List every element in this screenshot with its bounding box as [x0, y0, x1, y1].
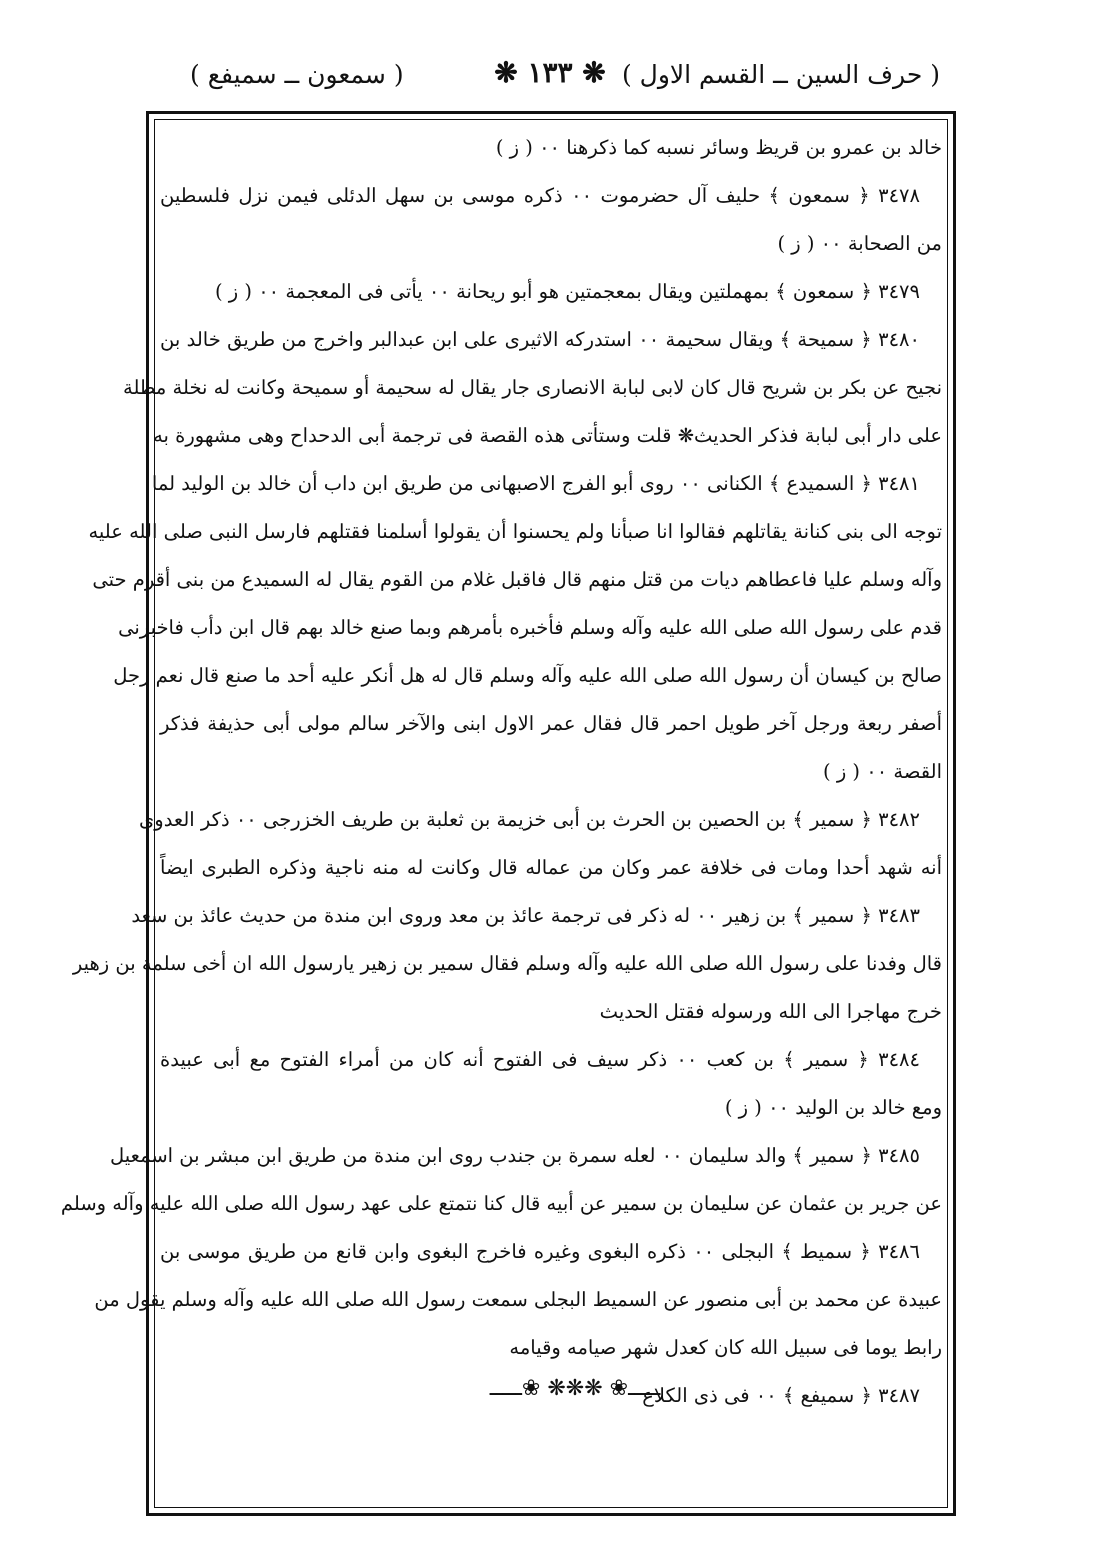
text-line: أنه شهد أحدا ومات فى خلافة عمر وكان من عماله قال وكانت له منه ناجية وذكره الطبرى ايضاً	[160, 856, 942, 879]
footer-ornament: ـــــ❀ ❋❋❋ ❀ـــــ	[489, 1376, 661, 1401]
text-line: خالد بن عمرو بن قريظ وسائر نسبه كما ذكرهنا ٠٠ ( ز )	[495, 136, 942, 159]
text-line: خرج مهاجرا الى الله ورسوله فقتل الحديث	[599, 1000, 942, 1023]
text-line: وآله وسلم عليا فاعطاهم ديات من قتل منهم قال فاقبل غلام من القوم يقال له السميدع من بنى أقرم حتى	[92, 568, 942, 591]
text-line: توجه الى بنى كنانة يقاتلهم فقالوا انا صبأنا ولم يحسنوا أن يقولوا أسلمنا فقتلهم فارسل النبى صلى الله عليه	[88, 520, 942, 543]
text-line: على دار أبى لبابة فذكر الحديث❋ قلت وستأتى هذه القصة فى ترجمة أبى الدحداح وهى مشهورة به	[153, 424, 942, 447]
page-header	[150, 52, 950, 108]
text-line: ٣٤٨٣ ﴿ سمير ﴾ بن زهير ٠٠ له ذكر فى ترجمة عائذ بن معد وروى ابن مندة من حديث عائذ بن سعد	[131, 904, 920, 927]
text-line: أصفر ربعة ورجل آخر طويل احمر قال فقال عمر الاول ابنى والآخر سالم مولى أبى حذيفة فذكر	[160, 712, 942, 735]
text-line: ومع خالد بن الوليد ٠٠ ( ز )	[724, 1096, 942, 1119]
text-line: ٣٤٧٨ ﴿ سمعون ﴾ حليف آل حضرموت ٠٠ ذكره موسى بن سهل الدئلى فيمن نزل فلسطين	[160, 184, 920, 207]
text-line: ٣٤٨٧ ﴿ سميفع ﴾ ٠٠ فى ذى الكلاع	[642, 1384, 920, 1407]
text-line: من الصحابة ٠٠ ( ز )	[777, 232, 942, 255]
text-line: قدم على رسول الله صلى الله عليه وآله وسلم فأخبره بأمرهم وبما صنع خالد بهم قال ابن دأب فاخبرنى	[118, 616, 942, 639]
section-title: ( حرف السين ــ القسم الاول )	[621, 60, 940, 89]
text-line: ٣٤٧٩ ﴿ سمعون ﴾ بمهملتين ويقال بمعجمتين هو أبو ريحانة ٠٠ يأتى فى المعجمة ٠٠ ( ز )	[214, 280, 920, 303]
text-line: ٣٤٨٥ ﴿ سمير ﴾ والد سليمان ٠٠ لعله سمرة بن جندب روى ابن مندة من طريق ابن مبشر بن اسمعيل	[110, 1144, 920, 1167]
text-line: القصة ٠٠ ( ز )	[823, 760, 942, 783]
text-line: قال وفدنا على رسول الله صلى الله عليه وآله وسلم فقال سمير بن زهير يارسول الله ان أخى سلمة بن زهير	[72, 952, 942, 975]
text-line: صالح بن كيسان أن رسول الله صلى الله عليه وآله وسلم قال له هل أنكر عليه أحد ما صنع قال نعم رجل	[113, 664, 942, 687]
text-line: ٣٤٨١ ﴿ السميدع ﴾ الكنانى ٠٠ روى أبو الفرج الاصبهانى من طريق ابن داب أن خالد بن الوليد لما	[151, 472, 920, 495]
text-line: ٣٤٨٢ ﴿ سمير ﴾ بن الحصين بن الحرث بن أبى خزيمة بن ثعلبة بن طريف الخزرجى ٠٠ ذكر العدوى	[139, 808, 920, 831]
page-number: ❋ ١٣٣ ❋	[494, 56, 606, 89]
page-text	[60, 124, 942, 1420]
text-line: ٣٤٨٤ ﴿ سمير ﴾ بن كعب ٠٠ ذكر سيف فى الفتوح أنه كان من أمراء الفتوح مع أبى عبيدة	[160, 1048, 920, 1071]
text-line: ٣٤٨٦ ﴿ سميط ﴾ البجلى ٠٠ ذكره البغوى وغيره فاخرج البغوى وابن قانع من طريق موسى بن	[160, 1240, 920, 1263]
entry-range-title: ( سمعون ــ سميفع )	[190, 60, 404, 89]
text-line: نجيح عن بكر بن شريح قال كان لابى لبابة الانصارى جار يقال له سحيمة أو سميحة وكانت له نخلة مظلة	[122, 376, 942, 399]
text-line: رابط يوما فى سبيل الله كان كعدل شهر صيامه وقيامه	[509, 1336, 942, 1359]
text-line: عن جرير بن عثمان عن سليمان بن سمير عن أبيه قال كنا نتمتع على عهد رسول الله صلى الله عليه وآله وسلم	[60, 1192, 942, 1215]
text-line: ٣٤٨٠ ﴿ سميحة ﴾ ويقال سحيمة ٠٠ استدركه الاثيرى على ابن عبدالبر واخرج من طريق خالد بن	[160, 328, 920, 351]
text-line: عبيدة عن محمد بن أبى منصور عن السميط البجلى سمعت رسول الله صلى الله عليه وآله وسلم يقول من	[94, 1288, 942, 1311]
